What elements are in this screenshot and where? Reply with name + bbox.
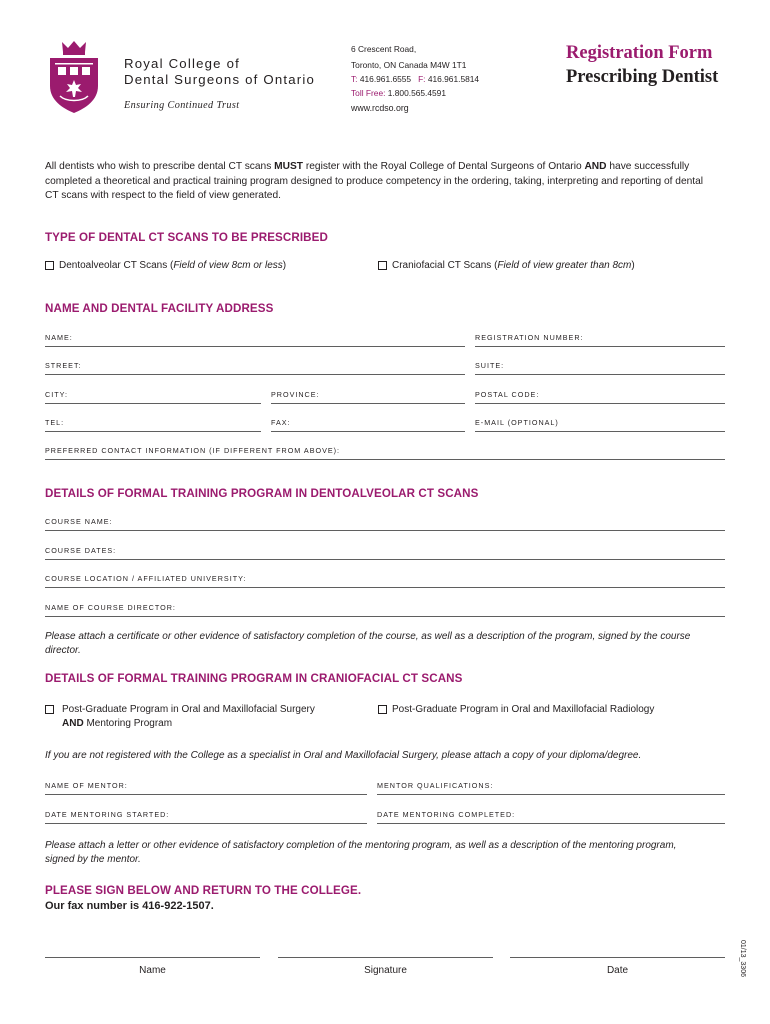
checkbox-craniofacial[interactable] bbox=[378, 261, 387, 270]
intro-and: AND bbox=[584, 161, 607, 172]
website-link[interactable]: www.rcdso.org bbox=[351, 103, 409, 113]
address-line1: 6 Crescent Road, bbox=[351, 44, 417, 54]
mentoring-attachment-note: Please attach a letter or other evidence of satisfactory completion of the mentoring program, as well as a description of the mentoring program, signed by the mentor. bbox=[45, 840, 677, 866]
option-oms-and: AND bbox=[62, 718, 84, 730]
course-location-field[interactable]: COURSE LOCATION / AFFILIATED UNIVERSITY: bbox=[45, 574, 725, 588]
name-label: Name bbox=[139, 965, 166, 976]
sign-heading: PLEASE SIGN BELOW AND RETURN TO THE COLLEGE. bbox=[45, 884, 362, 897]
preferred-contact-field[interactable]: PREFERRED CONTACT INFORMATION (IF DIFFERENT FROM ABOVE): bbox=[45, 446, 725, 460]
mentor-name-field[interactable]: NAME OF MENTOR: bbox=[45, 781, 367, 795]
option-craniofacial bbox=[392, 259, 635, 273]
registration-number-field[interactable]: REGISTRATION NUMBER: bbox=[475, 333, 725, 347]
intro-text-2: register with the Royal College of Dental Surgeons of Ontario bbox=[303, 161, 585, 172]
fax-field[interactable]: FAX: bbox=[271, 418, 465, 432]
section-heading-address: NAME AND DENTAL FACILITY ADDRESS bbox=[45, 302, 274, 315]
checkbox-omr-program[interactable] bbox=[378, 705, 387, 714]
checkbox-oms-program[interactable] bbox=[45, 705, 54, 714]
phone-number: 416.961.6555 bbox=[359, 74, 412, 84]
tel-field[interactable]: TEL: bbox=[45, 418, 261, 432]
section-heading-scan-type: TYPE OF DENTAL CT SCANS TO BE PRESCRIBED bbox=[45, 231, 328, 244]
fax-number-line: Our fax number is 416-922-1507. bbox=[45, 900, 214, 912]
option-craniofacial-text: Craniofacial CT Scans ( bbox=[392, 260, 498, 271]
org-name-line2: Dental Surgeons of Ontario bbox=[124, 72, 316, 87]
intro-text-1: All dentists who wish to prescribe dental CT scans bbox=[45, 161, 275, 172]
option-dentoalveolar-fov: Field of view 8cm or less bbox=[173, 260, 283, 271]
name-field[interactable]: NAME: bbox=[45, 333, 465, 347]
intro-text-3: have successfully completed a theoretical and practical training program designed to produce competency in the ordering, taking, interpreting and reporting of dental CT scans with respect to the field of view generated. bbox=[45, 161, 704, 202]
tollfree-label: Toll Free: bbox=[351, 88, 386, 98]
date-signature-line[interactable] bbox=[510, 957, 725, 958]
section-heading-craniofacial: DETAILS OF FORMAL TRAINING PROGRAM IN CRANIOFACIAL CT SCANS bbox=[45, 672, 463, 685]
fax-number: 416.961.5814 bbox=[427, 74, 480, 84]
mentoring-completion-date-field[interactable]: DATE MENTORING COMPLETED: bbox=[377, 810, 725, 824]
option-oms-line2 bbox=[62, 717, 315, 731]
province-field[interactable]: PROVINCE: bbox=[271, 390, 465, 404]
phone-fax-line bbox=[351, 74, 479, 84]
address-line2: Toronto, ON Canada M4W 1T1 bbox=[351, 60, 467, 70]
dentoalveolar-attachment-note: Please attach a certificate or other evidence of satisfactory completion of the course, as well as a description of the program, signed by the course director. bbox=[45, 631, 691, 657]
street-field[interactable]: STREET: bbox=[45, 361, 465, 375]
diploma-note: If you are not registered with the College as a specialist in Oral and Maxillofacial Surgery, please attach a copy of your diploma/degree. bbox=[45, 750, 642, 761]
option-omr-program: Post-Graduate Program in Oral and Maxillofacial Radiology bbox=[392, 704, 655, 715]
suite-field[interactable]: SUITE: bbox=[475, 361, 725, 375]
course-dates-field[interactable]: COURSE DATES: bbox=[45, 546, 725, 560]
option-dentoalveolar-end: ) bbox=[282, 260, 287, 271]
option-dentoalveolar bbox=[59, 259, 286, 273]
city-field[interactable]: CITY: bbox=[45, 390, 261, 404]
tollfree-number: 1.800.565.4591 bbox=[387, 88, 446, 98]
option-dentoalveolar-text: Dentoalveolar CT Scans ( bbox=[59, 260, 174, 271]
course-director-field[interactable]: NAME OF COURSE DIRECTOR: bbox=[45, 603, 725, 617]
option-craniofacial-end: ) bbox=[631, 260, 635, 271]
form-subtitle: Prescribing Dentist bbox=[566, 67, 719, 87]
mentor-qualifications-field[interactable]: MENTOR QUALIFICATIONS: bbox=[377, 781, 725, 795]
signature-line[interactable] bbox=[278, 957, 493, 958]
form-title: Registration Form bbox=[566, 43, 713, 63]
section-heading-dentoalveolar: DETAILS OF FORMAL TRAINING PROGRAM IN DENTOALVEOLAR CT SCANS bbox=[45, 487, 479, 500]
phone-label: T: bbox=[351, 74, 358, 84]
postal-code-field[interactable]: POSTAL CODE: bbox=[475, 390, 725, 404]
option-craniofacial-fov: Field of view greater than 8cm bbox=[497, 260, 632, 271]
intro-must: MUST bbox=[274, 161, 304, 172]
signature-label: Signature bbox=[364, 965, 407, 976]
checkbox-dentoalveolar[interactable] bbox=[45, 261, 54, 270]
option-oms-program bbox=[62, 703, 315, 732]
crest-logo bbox=[48, 40, 100, 114]
option-oms-line1: Post-Graduate Program in Oral and Maxillofacial Surgery bbox=[62, 704, 315, 715]
org-name-line1: Royal College of bbox=[124, 56, 240, 71]
org-tagline: Ensuring Continued Trust bbox=[124, 100, 240, 111]
option-oms-mentoring: Mentoring Program bbox=[83, 718, 173, 730]
intro-paragraph bbox=[45, 160, 715, 204]
form-code bbox=[728, 938, 754, 988]
form-code-text: 01/13_3306 bbox=[739, 940, 746, 977]
name-signature-line[interactable] bbox=[45, 957, 260, 958]
tollfree-line bbox=[351, 88, 446, 98]
email-field[interactable]: E-MAIL (OPTIONAL) bbox=[475, 418, 725, 432]
date-label: Date bbox=[606, 965, 629, 976]
fax-label: F: bbox=[418, 74, 426, 84]
course-name-field[interactable]: COURSE NAME: bbox=[45, 517, 725, 531]
mentoring-start-date-field[interactable]: DATE MENTORING STARTED: bbox=[45, 810, 367, 824]
